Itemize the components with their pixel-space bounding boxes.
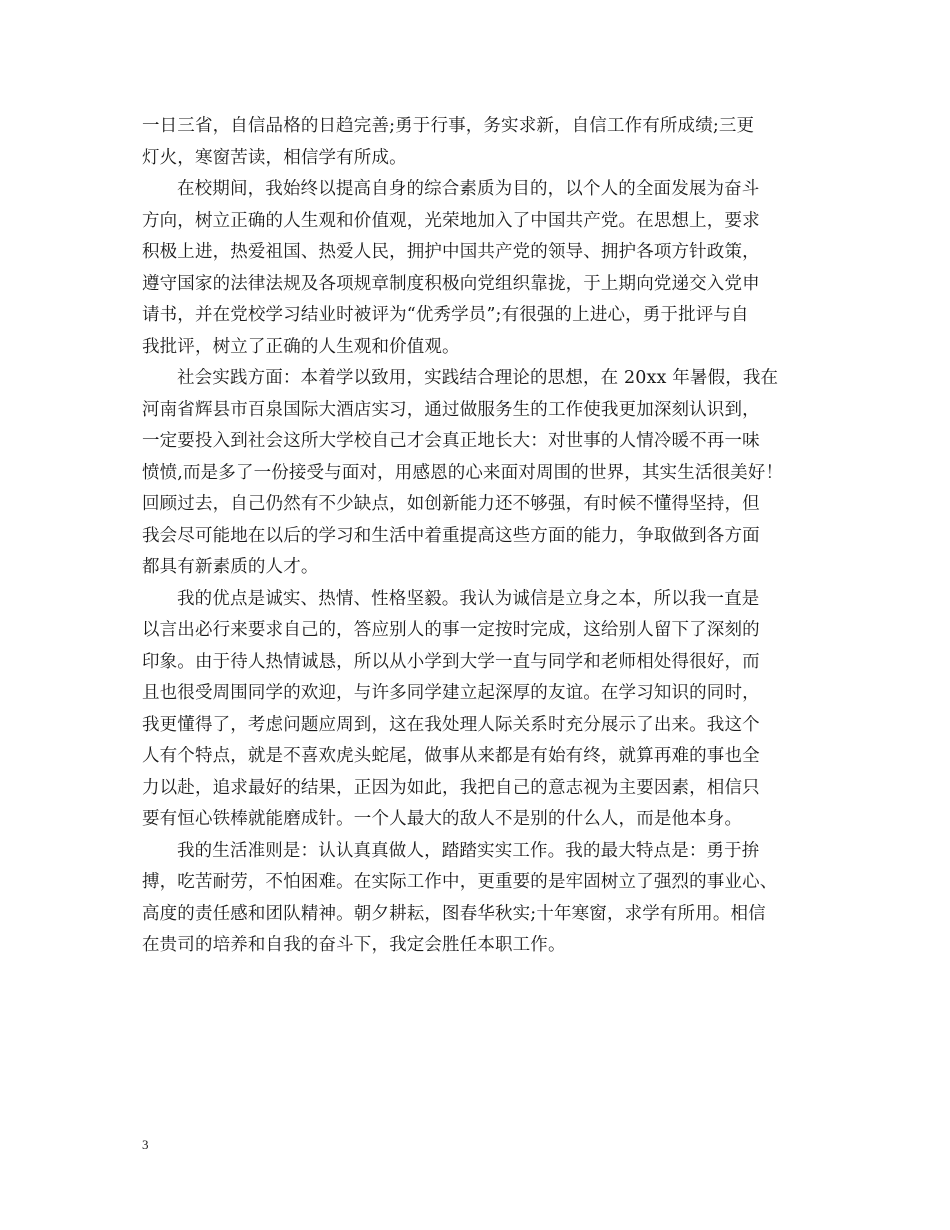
text-line: 回顾过去，自己仍然有不少缺点，如创新能力还不够强，有时候不懂得坚持，但 [142, 494, 760, 514]
text-line: 要有恒心铁棒就能磨成针。一个人最大的敌人不是别的什么人，而是他本身。 [142, 809, 743, 829]
text-line: 愤愤,而是多了一份接受与面对，用感恩的心来面对周围的世界，其实生活很美好！ [142, 462, 784, 483]
text-line: 我更懂得了，考虑问题应周到，这在我处理人际关系时充分展示了出来。我这个 [142, 714, 760, 735]
text-line: 方向，树立正确的人生观和价值观，光荣地加入了中国共产党。在思想上，要求 [142, 210, 760, 231]
text-line: 力以赴，追求最好的结果，正因为如此，我把自己的意志视为主要因素，相信只 [142, 777, 760, 798]
text-line: 在贵司的培养和自我的奋斗下，我定会胜任本职工作。 [142, 935, 566, 955]
paragraph [142, 584, 822, 836]
text-line: 都具有新素质的人才。 [142, 557, 319, 577]
text-line: 搏，吃苦耐劳，不怕困难。在实际工作中，更重要的是牢固树立了强烈的事业心、 [142, 872, 778, 892]
text-line: 一日三省，自信品格的日趋完善;勇于行事，务实求新，自信工作有所成绩;三更 [142, 116, 755, 136]
text-line: 且也很受周围同学的欢迎，与许多同学建立起深厚的友谊。在学习知识的同时， [142, 683, 760, 703]
text-line: 我批评，树立了正确的人生观和价值观。 [142, 336, 460, 357]
body-text [142, 111, 822, 962]
text-line: 请书，并在党校学习结业时被评为“优秀学员”;有很强的上进心，勇于批评与自 [142, 305, 749, 325]
text-line: 我的生活准则是：认认真真做人，踏踏实实工作。我的最大特点是：勇于拚 [177, 840, 760, 861]
text-line: 人有个特点，就是不喜欢虎头蛇尾，做事从来都是有始有终，就算再难的事也全 [142, 746, 760, 766]
text-line: 灯火，寒窗苦读，相信学有所成。 [142, 147, 407, 168]
text-line: 遵守国家的法律法规及各项规章制度积极向党组织靠拢，于上期向党递交入党申 [142, 273, 760, 294]
text-line: 积极上进，热爱祖国、热爱人民，拥护中国共产党的领导、拥护各项方针政策， [142, 242, 760, 262]
text-line: 我会尽可能地在以后的学习和生活中着重提高这些方面的能力，争取做到各方面 [142, 525, 760, 546]
paragraph [142, 111, 822, 174]
text-line: 河南省辉县市百泉国际大酒店实习，通过做服务生的工作使我更加深刻认识到， [142, 399, 760, 420]
text-line: 社会实践方面：本着学以致用，实践结合理论的思想，在 20xx 年暑假，我在 [177, 368, 779, 388]
page-number: 3 [142, 1137, 149, 1152]
paragraph [142, 836, 822, 962]
text-line: 印象。由于待人热情诚恳，所以从小学到大学一直与同学和老师相处得很好，而 [142, 651, 760, 672]
text-line: 在校期间，我始终以提高自身的综合素质为目的，以个人的全面发展为奋斗 [177, 179, 760, 199]
paragraph [142, 363, 822, 584]
text-line: 一定要投入到社会这所大学校自己才会真正地长大：对世事的人情冷暖不再一味 [142, 431, 760, 451]
paragraph [142, 174, 822, 363]
text-line: 以言出必行来要求自己的，答应别人的事一定按时完成，这给别人留下了深刻的 [142, 620, 760, 640]
text-line: 我的优点是诚实、热情、性格坚毅。我认为诚信是立身之本，所以我一直是 [177, 588, 760, 609]
text-line: 高度的责任感和团队精神。朝夕耕耘，图春华秋实;十年寒窗，求学有所用。相信 [142, 903, 766, 924]
